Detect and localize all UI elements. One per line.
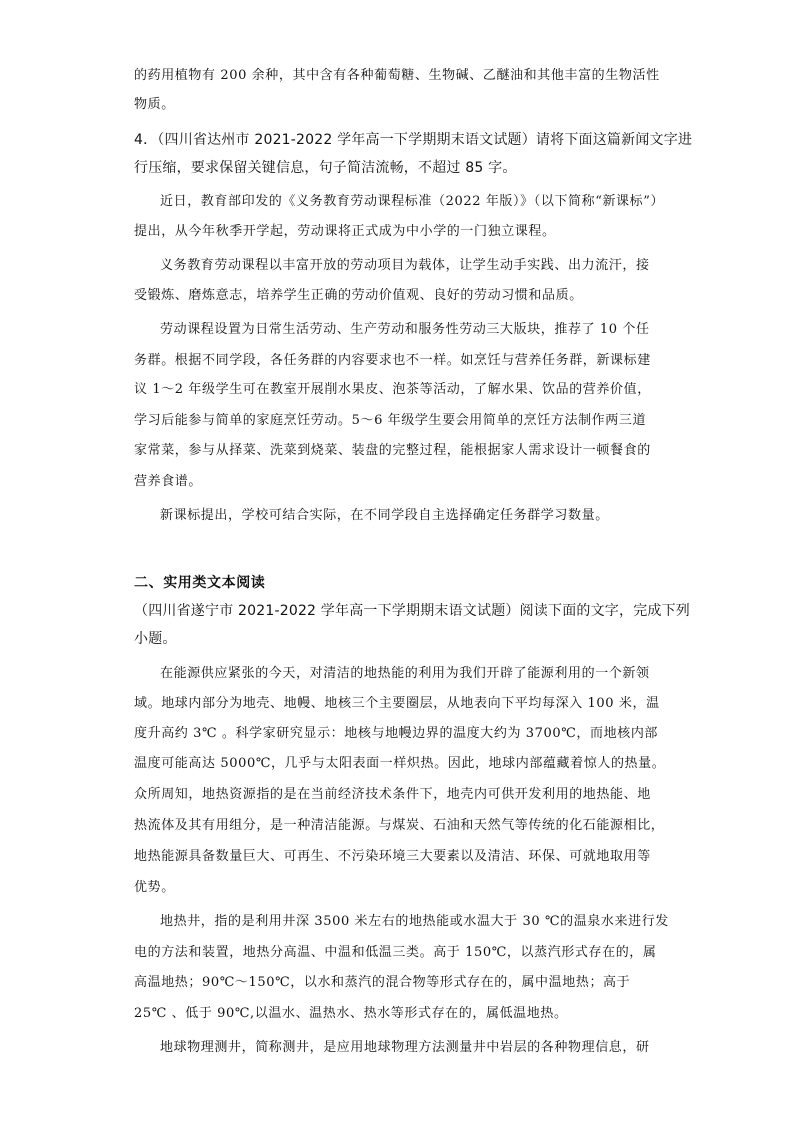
text-line: 义务教育劳动课程以丰富开放的劳动项目为载体，让学生动手实践、出力流汗，接 [160,258,650,273]
text-line: 域。地球内部分为地壳、地幔、地核三个主要圈层，从地表向下平均每深入 100 米，温 [134,696,660,711]
text-line: 家常菜，参与从择菜、洗菜到烧菜、装盘的完整过程，能根据家人需求设计一顿餐食的 [134,443,651,458]
text-line: 众所周知，地热资源指的是在当前经济技术条件下，地壳内可供开发利用的地热能、地 [134,787,651,802]
text-line: 度升高约 3℃ 。科学家研究显示：地核与地幔边界的温度大约为 3700℃，而地核内部 [134,726,659,741]
text-line: 在能源供应紧张的今天，对清洁的地热能的利用为我们开辟了能源利用的一个新领 [160,666,650,681]
text-line: 热流体及其有用组分，是一种清洁能源。与煤炭、石油和天然气等传统的化石能源相比， [134,818,665,833]
section-instruction: 小题。 [134,631,177,647]
text-line: 温度可能高达 5000℃，几乎与太阳表面一样炽热。因此，地球内部蕴藏着惊人的热量。 [134,756,666,771]
text-line: 新课标提出，学校可结合实际，在不同学段自主选择确定任务群学习数量。 [160,508,609,523]
question-4-prompt: 行压缩，要求保留关键信息，句子简洁流畅，不超过 85 字。 [134,160,517,176]
section-instruction: （四川省遂宁市 2021-2022 学年高一下学期期末语文试题）阅读下面的文字，完成下列 [134,603,691,619]
text-line: 的药用植物有 200 余种，其中含有各种葡萄糖、生物碱、乙醚油和其他丰富的生物活性 [134,68,660,83]
text-line: 议 1～2 年级学生可在教室开展削水果皮、泡茶等活动，了解水果、饮品的营养价值， [134,382,651,397]
text-line: 劳动课程设置为日常生活劳动、生产劳动和服务性劳动三大版块，推荐了 10 个任 [160,322,650,337]
text-line: 地球物理测井，简称测井，是应用地球物理方法测量井中岩层的各种物理信息，研 [160,1040,650,1055]
text-line: 电的方法和装置，地热分高温、中温和低温三类。高于 150℃，以蒸汽形式存在的，属 [134,945,657,960]
section-heading: 二、实用类文本阅读 [134,575,266,591]
text-line: 地热井，指的是利用井深 3500 米左右的地热能或水温大于 30 ℃的温泉水来进行发 [160,914,669,929]
text-line: 高温地热；90℃～150℃，以水和蒸汽的混合物等形式存在的，属中温地热；高于 [134,975,631,990]
question-4-prompt: 4．（四川省达州市 2021-2022 学年高一下学期期末语文试题）请将下面这篇新闻文字进 [134,132,693,148]
text-line: 25℃ 、低于 90℃,以温水、温热水、热水等形式存在的，属低温地热。 [134,1006,568,1021]
text-line: 优势。 [134,880,175,895]
text-line: 物质。 [134,97,175,112]
text-line: 提出，从今年秋季开学起，劳动课将正式成为中小学的一门独立课程。 [134,224,556,239]
text-line: 地热能源具备数量巨大、可再生、不污染环境三大要素以及清洁、环保、可就地取用等 [134,849,651,864]
text-line: 受锻炼、磨炼意志，培养学生正确的劳动价值观、良好的劳动习惯和品质。 [134,288,583,303]
text-line: 务群。根据不同学段，各任务群的内容要求也不一样。如烹饪与营养任务群，新课标建 [134,353,651,368]
text-line: 营养食谱。 [134,474,203,489]
text-line: 近日，教育部印发的《义务教育劳动课程标准（2022 年版）》（以下简称“新课标”） [160,194,665,209]
text-line: 学习后能参与简单的家庭烹饪劳动。5～6 年级学生要会用简单的烹饪方法制作两三道 [134,413,647,428]
